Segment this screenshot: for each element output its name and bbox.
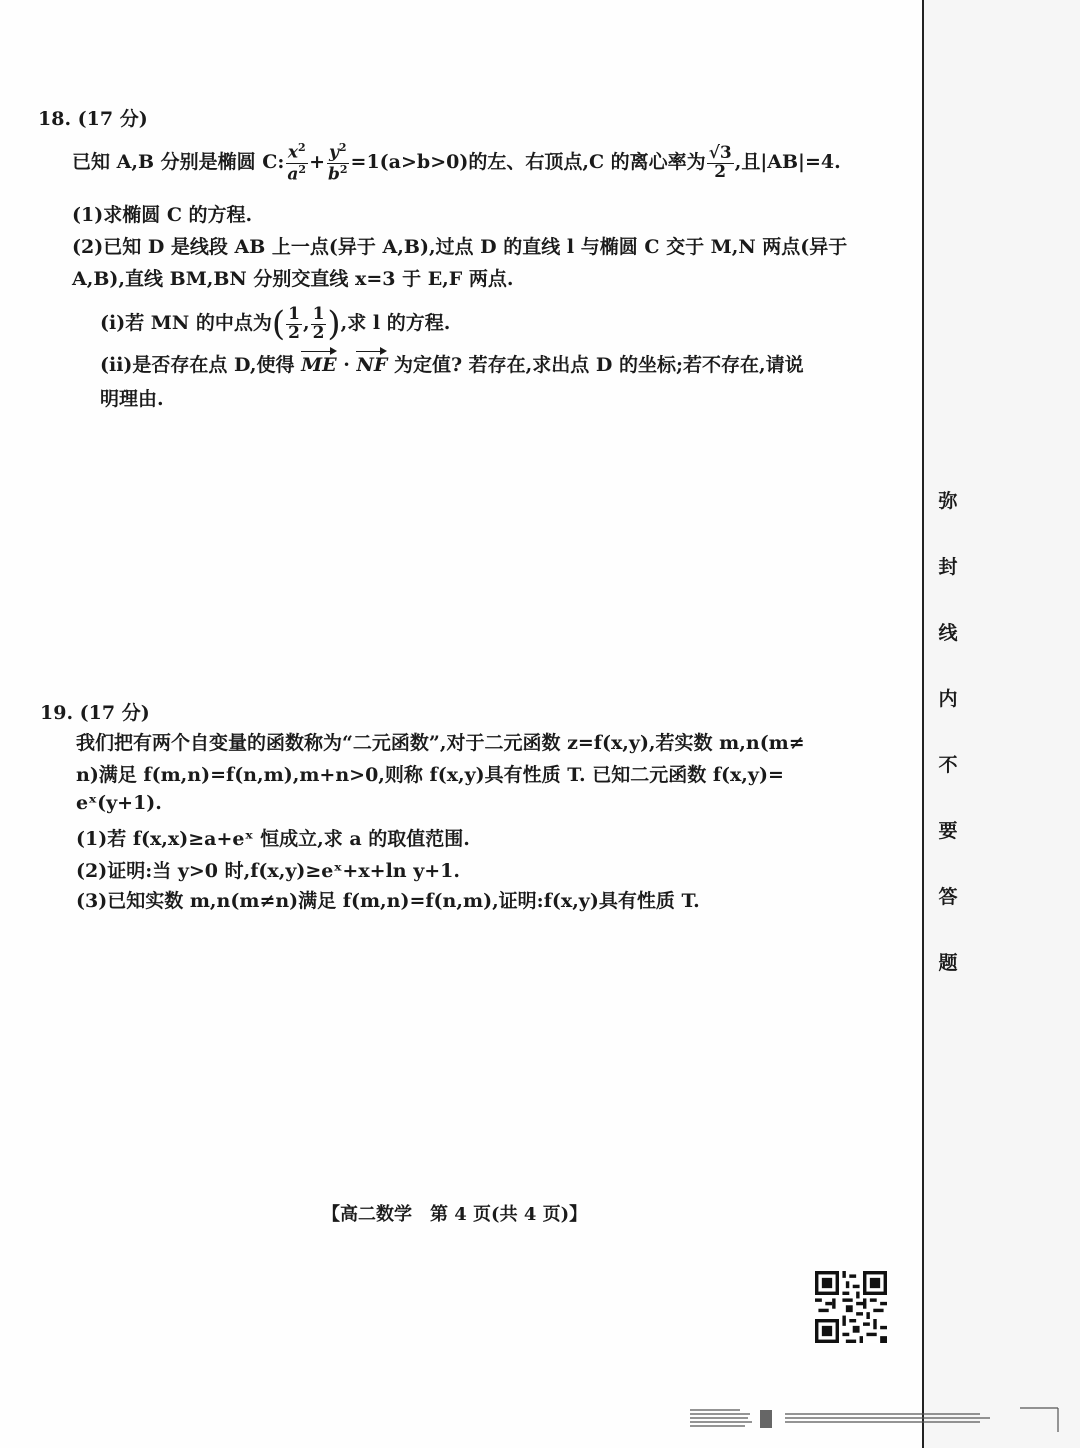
binding-char: 弥 — [938, 490, 958, 512]
q19-header: 19. (17 分) — [40, 702, 150, 724]
binding-char: 答 — [938, 886, 958, 908]
binding-char: 内 — [938, 688, 958, 710]
binding-char: 封 — [938, 556, 958, 578]
binding-char: 不 — [938, 754, 958, 776]
binding-notice — [936, 492, 960, 1020]
binding-char: 线 — [938, 622, 958, 644]
half-fraction-1: $\frac{1}{2}$ — [288, 303, 300, 343]
qr-code-icon — [815, 1271, 887, 1343]
q18-intro-b: ,且|AB|=4. — [734, 151, 841, 173]
q19-line3: eˣ(y+1). — [76, 792, 162, 814]
q19-line2: n)满足 f(m,n)=f(n,m),m+n>0,则称 f(x,y)具有性质 T. 已知二元函数 f(x,y)= — [76, 764, 784, 786]
q18-part2-ii — [100, 350, 804, 377]
q18-part2-i: (ⅰ)若 MN 的中点为( $\frac{1}{2}$ , $\frac{1}{2}$ ),求 l 的方程. — [100, 303, 451, 344]
q18-part2-i-a: (ⅰ)若 MN 的中点为 — [100, 312, 272, 334]
y2-over-b2-fraction: $\frac{y^2}{b^2}$ — [328, 141, 348, 185]
vector-me: ME — [301, 354, 337, 376]
q18-intro-a: 已知 A,B 分别是椭圆 C: — [72, 151, 285, 173]
vector-nf: NF — [356, 354, 388, 376]
q18-eq-rhs: =1(a>b>0)的左、右顶点,C 的离心率为 — [350, 151, 706, 173]
page-footer: 【高二数学 第 4 页(共 4 页)】 — [322, 1204, 588, 1225]
binding-char: 要 — [938, 820, 958, 842]
dot-operator: · — [336, 354, 357, 376]
scan-artifact — [690, 1400, 1070, 1440]
q18-part2-line1: (2)已知 D 是线段 AB 上一点(异于 A,B),过点 D 的直线 l 与椭圆 C 交于 M,N 两点(异于 — [72, 236, 848, 258]
q18-part2-ii-b: 为定值? 若存在,求出点 D 的坐标;若不存在,请说 — [393, 354, 804, 376]
q18-part2-line2: A,B),直线 BM,BN 分别交直线 x=3 于 E,F 两点. — [72, 268, 514, 290]
q18-part2-ii-a: (ⅱ)是否存在点 D,使得 — [100, 354, 295, 376]
half-fraction-2: $\frac{1}{2}$ — [312, 303, 325, 343]
x2-over-a2-fraction: $\frac{x^2}{a^2}$ — [287, 141, 307, 185]
q19-part3: (3)已知实数 m,n(m≠n)满足 f(m,n)=f(n,m),证明:f(x,y)具有性质 T. — [76, 890, 700, 912]
q18-intro: 已知 A,B 分别是椭圆 C: $\frac{x^2}{a^2}$ + $\frac{y^2}{b^2}$ =1(a>b>0)的左、右顶点,C 的离心率为 $\frac{√3}{2}$ ,且|AB|=4. — [72, 141, 841, 185]
q18-header: 18. (17 分) — [38, 108, 148, 130]
q19-part1: (1)若 f(x,x)≥a+eˣ 恒成立,求 a 的取值范围. — [76, 828, 470, 850]
q18-part1: (1)求椭圆 C 的方程. — [72, 204, 253, 226]
binding-char: 题 — [938, 952, 958, 974]
q18-part2-i-b: ,求 l 的方程. — [340, 312, 451, 334]
q19-part2: (2)证明:当 y>0 时,f(x,y)≥eˣ+x+ln y+1. — [76, 860, 461, 882]
q18-part2-ii-cont: 明理由. — [100, 388, 164, 410]
q19-line1: 我们把有两个自变量的函数称为“二元函数”,对于二元函数 z=f(x,y),若实数 m,n(m≠ — [76, 732, 805, 754]
eccentricity-fraction: $\frac{√3}{2}$ — [708, 142, 732, 182]
